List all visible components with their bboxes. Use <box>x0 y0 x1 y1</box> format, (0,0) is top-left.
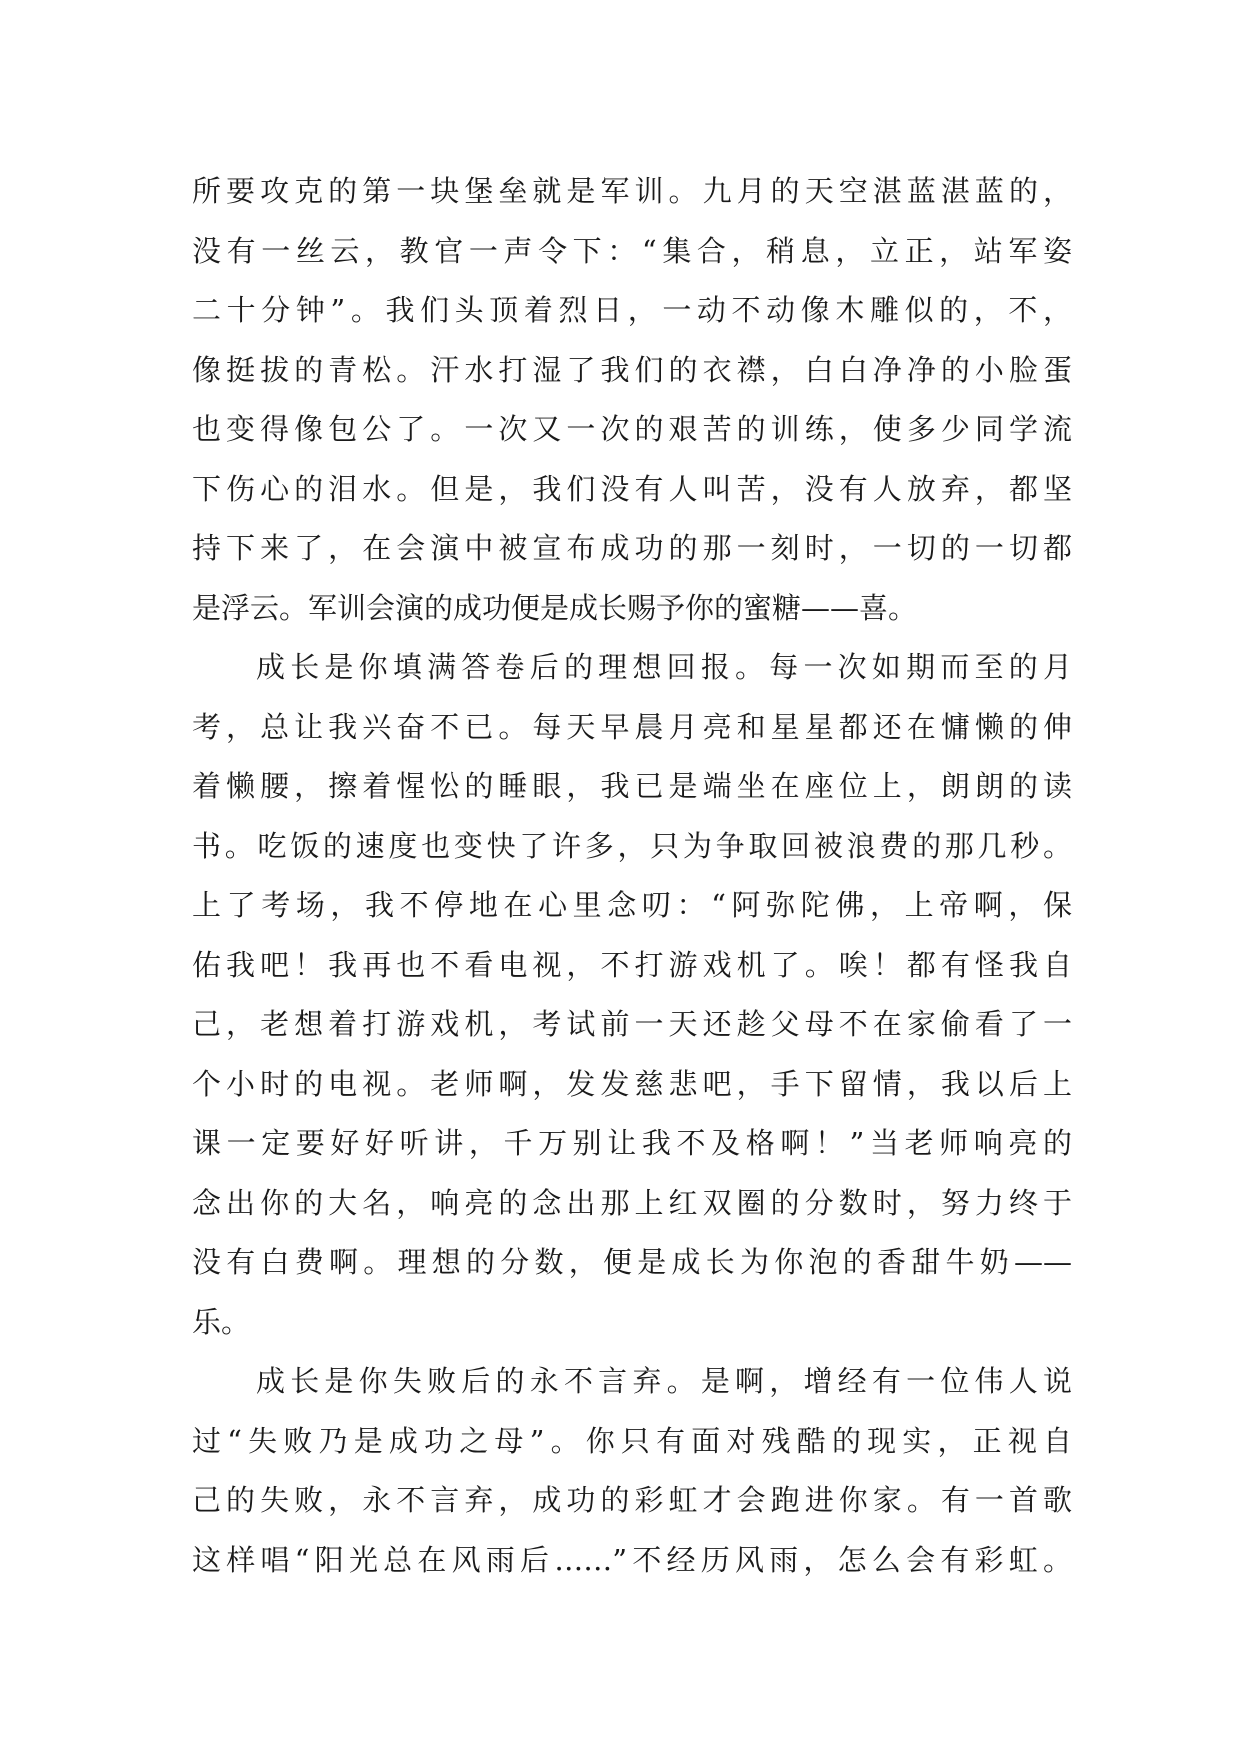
text-line: 佑我吧！我再也不看电视，不打游戏机了。唉！都有怪我自 <box>192 947 1072 982</box>
text-line: 课一定要好好听讲，千万别让我不及格啊！”当老师响亮的 <box>192 1126 1072 1160</box>
text-line: 是浮云。军训会演的成功便是成长赐予你的蜜糖——喜。 <box>192 590 918 625</box>
paragraph-2 <box>192 638 1072 1352</box>
text-line: 书。吃饭的速度也变快了许多，只为争取回被浪费的那几秒。 <box>192 828 1072 863</box>
text-line: 没有一丝云，教官一声令下：“集合，稍息，立正，站军姿 <box>192 233 1072 268</box>
text-line: 成长是你填满答卷后的理想回报。每一次如期而至的月 <box>256 650 1072 684</box>
text-line: 过“失败乃是成功之母”。你只有面对残酷的现实，正视自 <box>192 1423 1072 1458</box>
paragraph-3 <box>192 1352 1072 1590</box>
text-line: 着懒腰，擦着惺忪的睡眼，我已是端坐在座位上，朗朗的读 <box>192 769 1072 803</box>
paragraph-1 <box>192 162 1072 638</box>
text-line: 也变得像包公了。一次又一次的艰苦的训练，使多少同学流 <box>192 412 1072 446</box>
text-line: 持下来了，在会演中被宣布成功的那一刻时，一切的一切都 <box>192 531 1072 565</box>
text-line: 下伤心的泪水。但是，我们没有人叫苦，没有人放弃，都坚 <box>192 471 1072 506</box>
text-line: 像挺拔的青松。汗水打湿了我们的衣襟，白白净净的小脸蛋 <box>192 352 1072 387</box>
text-line: 念出你的大名，响亮的念出那上红双圈的分数时，努力终于 <box>192 1185 1072 1220</box>
text-line: 考，总让我兴奋不已。每天早晨月亮和星星都还在慵懒的伸 <box>192 709 1072 744</box>
text-line: 所要攻克的第一块堡垒就是军训。九月的天空湛蓝湛蓝的， <box>192 174 1072 208</box>
text-line: 这样唱“阳光总在风雨后……”不经历风雨，怎么会有彩虹。 <box>192 1542 1072 1577</box>
text-line: 成长是你失败后的永不言弃。是啊，增经有一位伟人说 <box>256 1364 1072 1398</box>
text-line: 己，老想着打游戏机，考试前一天还趁父母不在家偷看了一 <box>192 1007 1072 1041</box>
text-line: 己的失败，永不言弃，成功的彩虹才会跑进你家。有一首歌 <box>192 1483 1072 1517</box>
text-line: 乐。 <box>192 1304 251 1339</box>
text-line: 二十分钟”。我们头顶着烈日，一动不动像木雕似的，不， <box>192 293 1072 327</box>
text-line: 个小时的电视。老师啊，发发慈悲吧，手下留情，我以后上 <box>192 1066 1072 1101</box>
text-line: 上了考场，我不停地在心里念叨：“阿弥陀佛，上帝啊，保 <box>192 888 1072 922</box>
text-line: 没有白费啊。理想的分数，便是成长为你泡的香甜牛奶—— <box>192 1245 1072 1279</box>
body-text <box>192 162 1072 1590</box>
